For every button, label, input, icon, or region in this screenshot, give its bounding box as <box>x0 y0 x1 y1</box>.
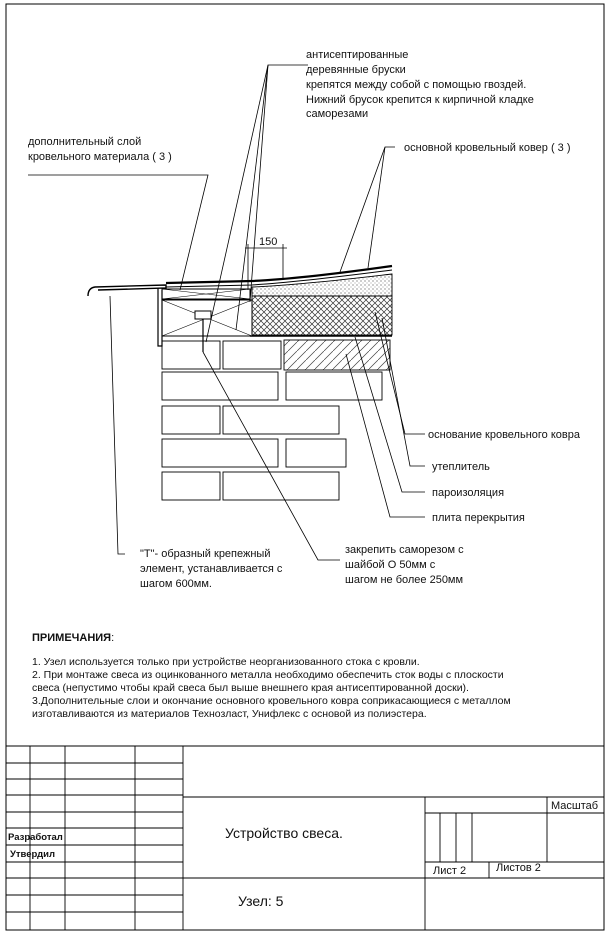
screed-base <box>252 274 392 296</box>
svg-text:2. При монтаже свеса из оцинко: 2. При монтаже свеса из оцинкованного металла необходимо обеспечить сток воды с плоскости <box>32 669 504 681</box>
svg-text:свеса (непустимо чтобы край с: свеса (непустимо чтобы край свеса был выше внешнего края антисептированной доски). <box>32 682 469 694</box>
floor-slab <box>284 340 390 370</box>
label-extra-layer <box>28 136 172 163</box>
metal-eave-flashing <box>88 285 166 296</box>
label-base: основание кровельного ковра <box>428 429 580 441</box>
svg-text:шайбой О 50мм с: шайбой О 50мм с <box>345 559 436 571</box>
svg-text:деревянные бруски: деревянные бруски <box>306 64 406 76</box>
label-fix-screw <box>345 544 464 586</box>
svg-text:шагом не более 250мм: шагом не более 250мм <box>345 574 464 586</box>
svg-text:закрепить саморезом с: закрепить саморезом с <box>345 544 464 556</box>
label-insulation: утеплитель <box>432 461 490 473</box>
notes-block <box>32 632 511 720</box>
svg-text:саморезами: саморезами <box>306 108 369 120</box>
label-slab: плита перекрытия <box>432 512 525 524</box>
svg-text:элемент, устанавливается с: элемент, устанавливается с <box>140 563 283 575</box>
label-vapor: пароизоляция <box>432 487 505 499</box>
svg-text:1. Узел используется только пр: 1. Узел используется только при устройстве неорганизованного стока с кровли. <box>32 656 420 668</box>
stamp-node: Узел: 5 <box>238 893 284 909</box>
label-antiseptic-bars <box>306 49 534 120</box>
insulation-layer <box>252 296 392 335</box>
stamp-sheets: Листов 2 <box>496 862 541 874</box>
svg-text:"Т"- образный крепежный: "Т"- образный крепежный <box>140 548 271 560</box>
svg-text:дополнительный слой: дополнительный слой <box>28 136 142 148</box>
svg-text:Нижний брусок крепится к кирпи: Нижний брусок крепится к кирпичной кладке <box>306 94 534 106</box>
screw-washer <box>195 311 211 319</box>
svg-text:шагом 600мм.: шагом 600мм. <box>140 578 212 590</box>
stamp-developed: Разработал <box>8 832 63 843</box>
stamp-sheet: Лист 2 <box>433 865 467 877</box>
dimension-label: 150 <box>259 236 278 248</box>
label-t-element <box>140 548 283 590</box>
t-shaped-element <box>158 288 162 346</box>
stamp-scale: Масштаб <box>551 800 599 812</box>
svg-text:3.Дополнительные слои и оконча: 3.Дополнительные слои и окончание основного кровельного ковра соприкасающиеся с металлом <box>32 695 511 707</box>
svg-text:антисептированные: антисептированные <box>306 49 409 61</box>
svg-text:кровельного материала ( 3 ): кровельного материала ( 3 ) <box>28 151 172 163</box>
stamp-approved: Утвердил <box>10 849 56 860</box>
notes-heading: ПРИМЕЧАНИЯ: <box>32 632 115 644</box>
stamp-title: Устройство свеса. <box>225 825 343 841</box>
svg-text:крепятся между собой с помощью: крепятся между собой с помощью гвоздей. <box>306 79 527 91</box>
label-main-carpet: основной кровельный ковер ( 3 ) <box>404 142 571 154</box>
svg-text:изготавливаются из материалов: изготавливаются из материалов Технозласт, Унифлекс с основой из полиэстера. <box>32 708 427 720</box>
